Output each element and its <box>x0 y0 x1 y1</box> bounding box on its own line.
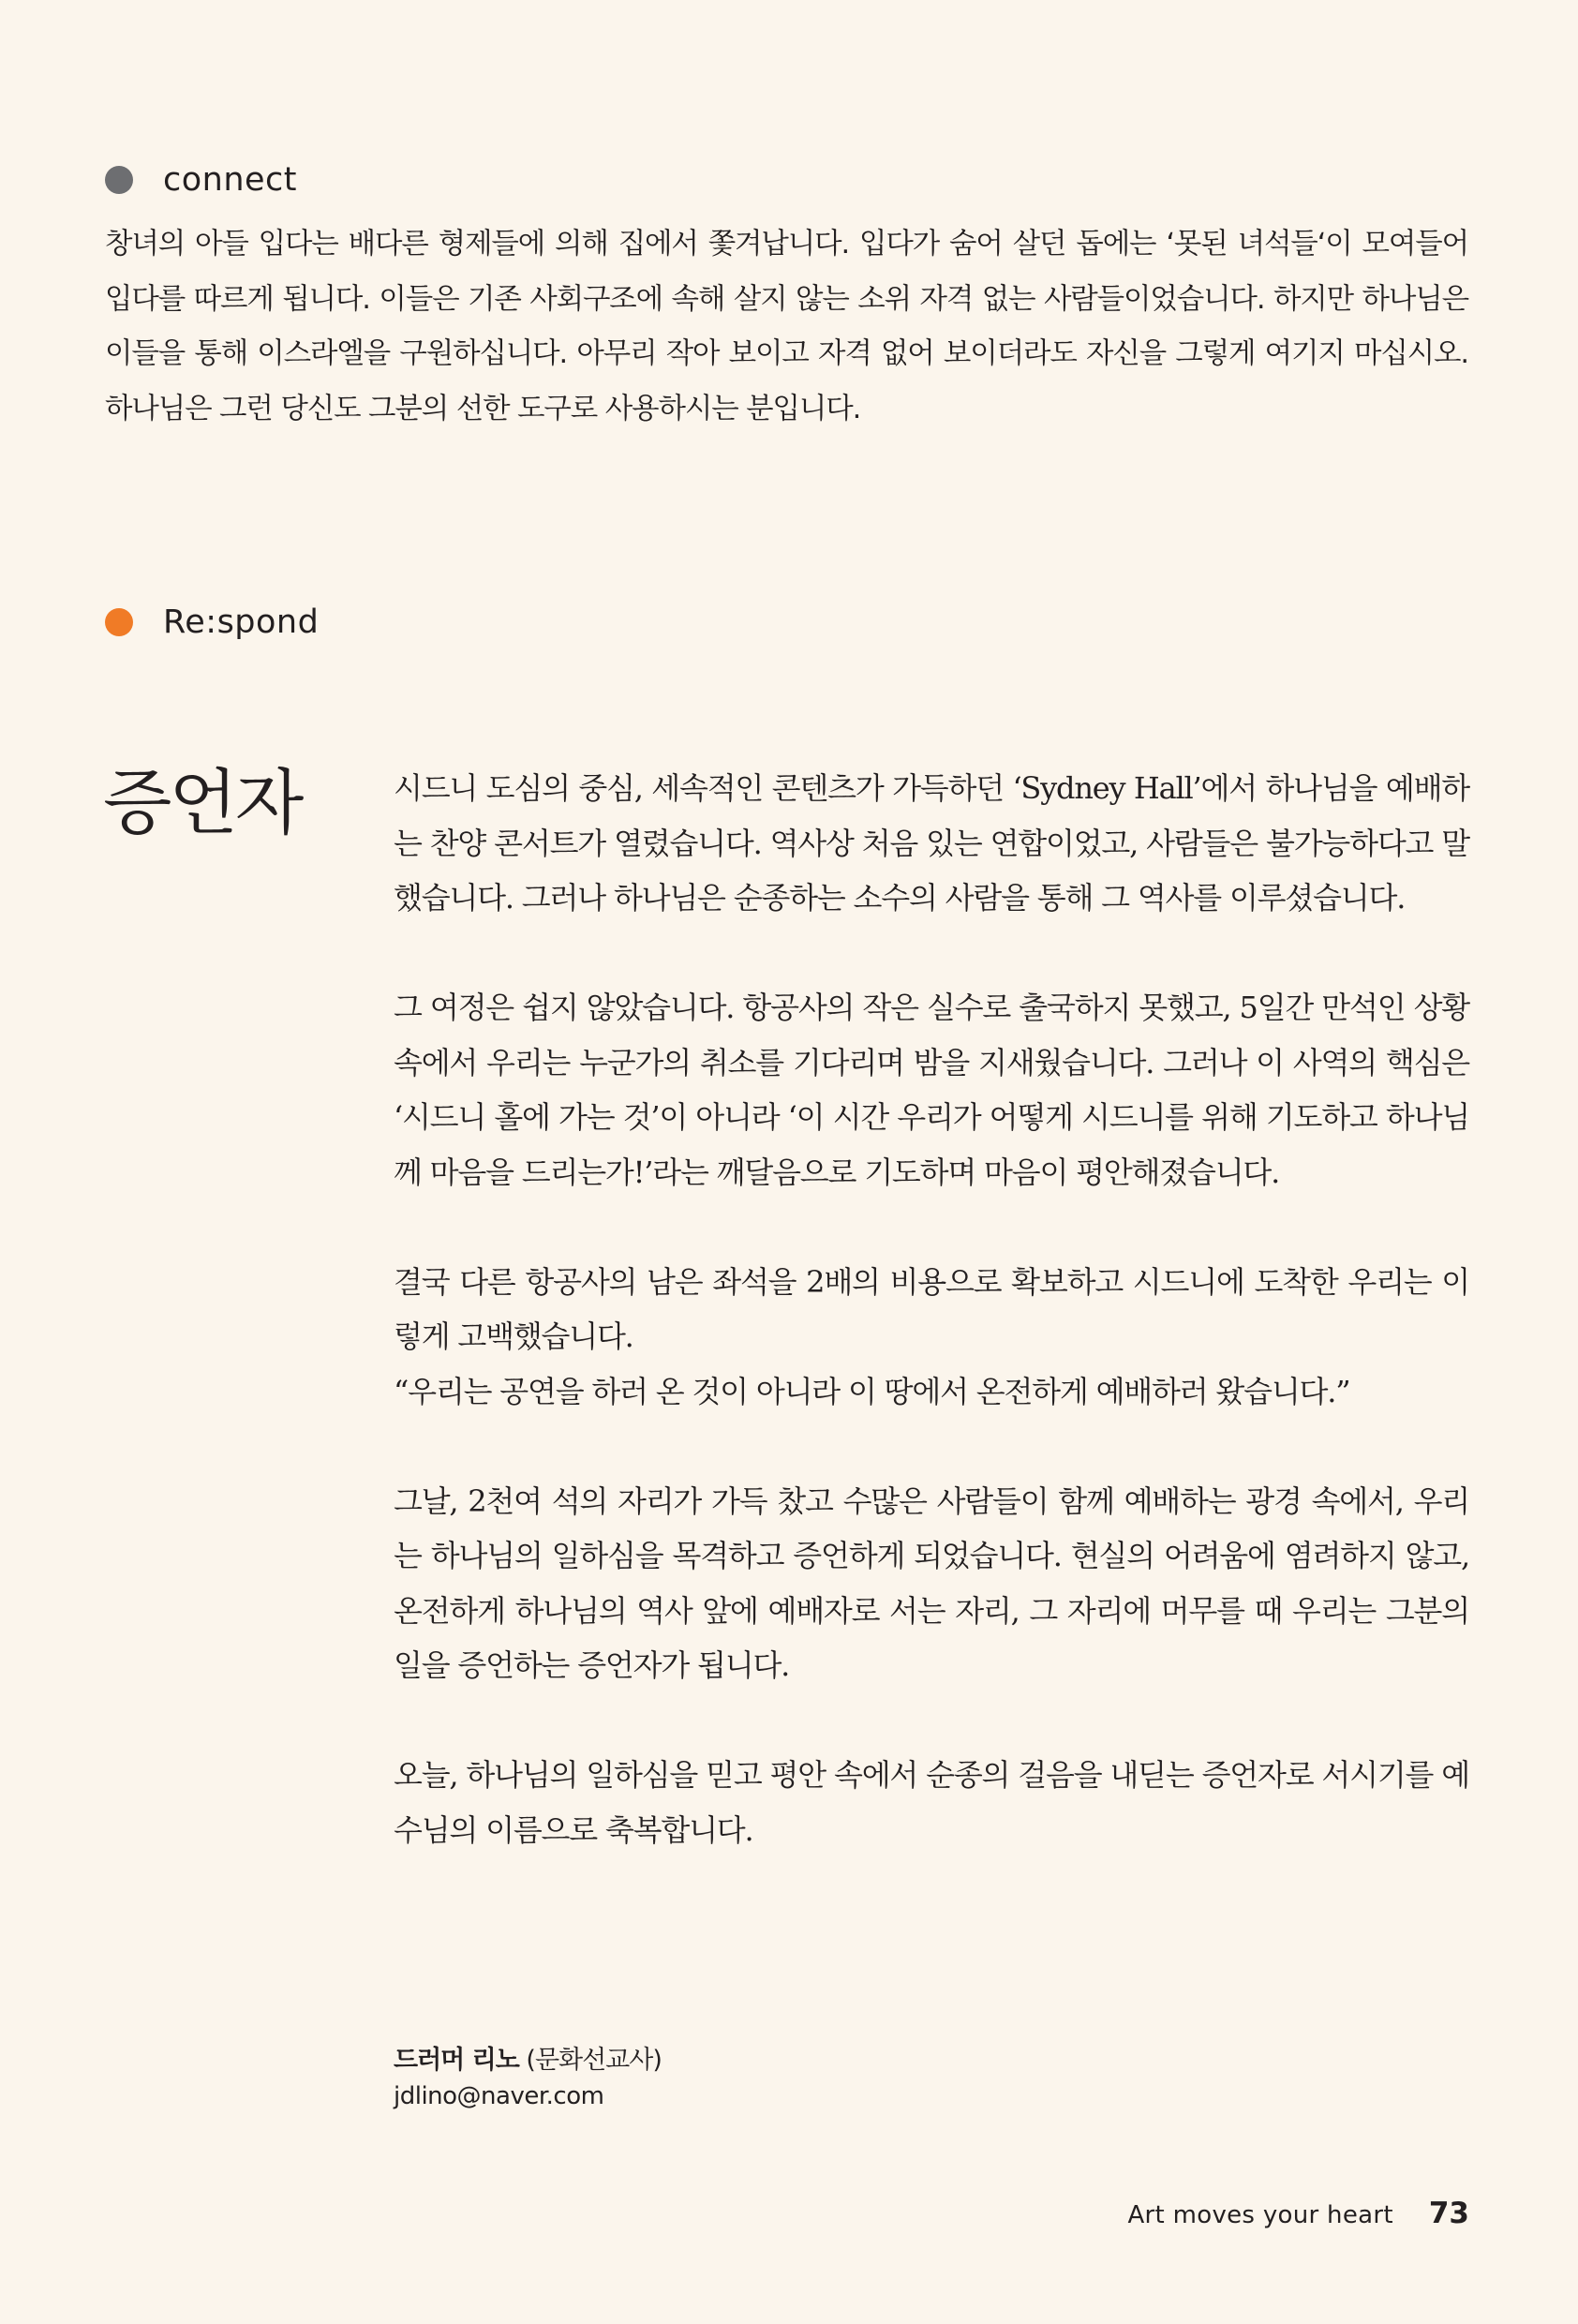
respond-text <box>394 761 1469 1857</box>
footer-tagline: Art moves your heart <box>1127 2201 1393 2229</box>
author-email: jdlino@naver.com <box>394 2082 604 2110</box>
connect-paragraph: 창녀의 아들 입다는 배다른 형제들에 의해 집에서 쫓겨납니다. 입다가 숨어 살던 돕에는 ‘못된 녀석들‘이 모여들어 입다를 따르게 됩니다. 이들은 기존 사회구조에 속해 살지 않는 소위 자격 없는 사람들이었습니다. 하지만 하나님은 이들을 통해 이스라엘을 구원하십니다. 아무리 작아 보이고 자격 없어 보이더라도 자신을 그렇게 여기지 마십시오. 하나님은 그런 당신도 그분의 선한 도구로 사용하시는 분입니다. <box>105 228 1468 425</box>
orange-bullet-icon <box>105 608 133 636</box>
author-role: (문화선교사) <box>526 2046 662 2075</box>
connect-label: connect <box>163 161 298 199</box>
confession-quote: “우리는 공연을 하러 온 것이 아니라 이 땅에서 온전하게 예배하러 왔습니다.” <box>394 1373 1350 1409</box>
gray-bullet-icon <box>105 166 133 194</box>
author-line <box>394 2043 662 2078</box>
respond-paragraph-3 <box>394 1255 1469 1420</box>
author-name: 드러머 리노 <box>394 2046 519 2075</box>
respond-paragraph-5: 오늘, 하나님의 일하심을 믿고 평안 속에서 순종의 걸음을 내딛는 증언자로 서시기를 예수님의 이름으로 축복합니다. <box>394 1757 1469 1848</box>
respond-paragraph-3-text: 결국 다른 항공사의 남은 좌석을 2배의 비용으로 확보하고 시드니에 도착한 우리는 이렇게 고백했습니다. <box>394 1263 1469 1354</box>
respond-paragraph-1: 시드니 도심의 중심, 세속적인 콘텐츠가 가득하던 ‘Sydney Hall’에서 하나님을 예배하는 찬양 콘서트가 열렸습니다. 역사상 처음 있는 연합이었고, 사람들은 불가능하다고 말했습니다. 그러나 하나님은 순종하는 소수의 사람을 통해 그 역사를 이루셨습니다. <box>394 770 1470 916</box>
respond-label: Re:spond <box>163 603 320 641</box>
article-title: 증언자 <box>103 761 302 844</box>
page-number: 73 <box>1428 2197 1469 2230</box>
page-footer <box>1127 2197 1469 2230</box>
respond-paragraph-4: 그날, 2천여 석의 자리가 가득 찼고 수많은 사람들이 함께 예배하는 광경 속에서, 우리는 하나님의 일하심을 목격하고 증언하게 되었습니다. 현실의 어려움에 염려하지 않고, 온전하게 하나님의 역사 앞에 예배자로 서는 자리, 그 자리에 머무를 때 우리는 그분의 일을 증언하는 증언자가 됩니다. <box>394 1482 1469 1683</box>
connect-text <box>105 217 1468 437</box>
author-block <box>394 2043 662 2114</box>
respond-paragraph-2: 그 여정은 쉽지 않았습니다. 항공사의 작은 실수로 출국하지 못했고, 5일간 만석인 상황 속에서 우리는 누군가의 취소를 기다리며 밤을 지새웠습니다. 그러나 이 사역의 핵심은 ‘시드니 홀에 가는 것’이 아니라 ‘이 시간 우리가 어떻게 시드니를 위해 기도하고 하나님께 마음을 드리는가!’라는 깨달음으로 기도하며 마음이 평안해졌습니다. <box>394 990 1469 1190</box>
respond-heading <box>105 603 319 641</box>
connect-heading <box>105 161 297 199</box>
